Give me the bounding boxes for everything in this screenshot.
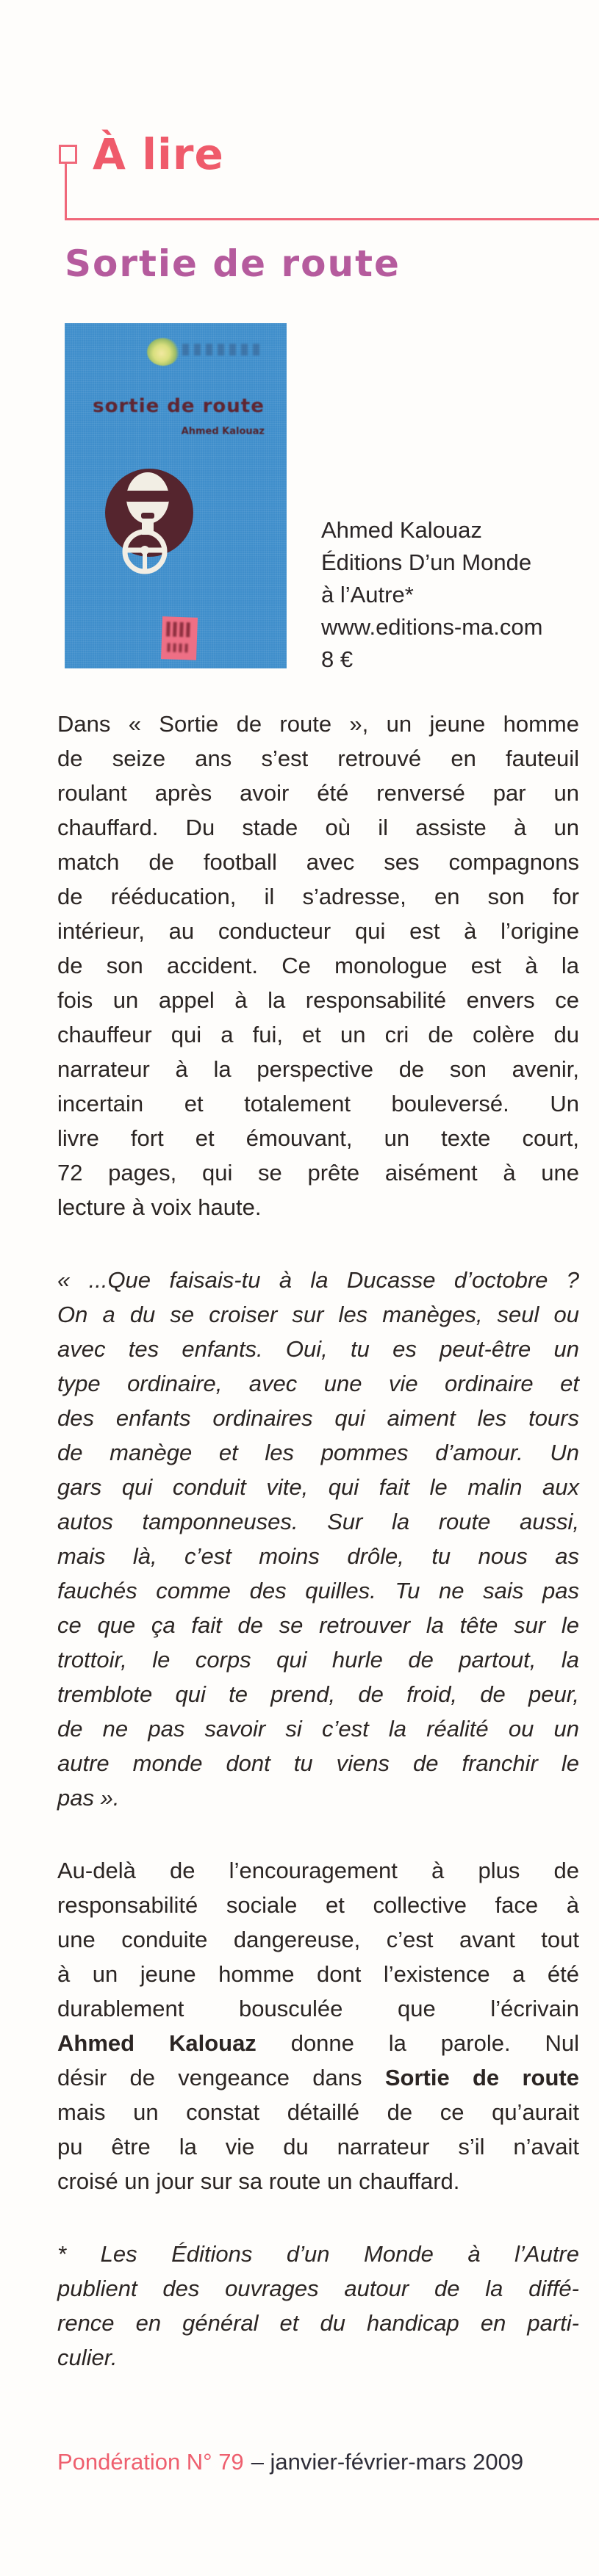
text-line: livre fort et émouvant, un texte court,	[57, 1125, 579, 1151]
text-line: Au-delà de l’encouragement à plus de	[57, 1858, 579, 1883]
text-line: type ordinaire, avec une vie ordinaire et	[57, 1371, 579, 1396]
text-line: * Les Éditions d’un Monde à l’Autre	[57, 2241, 579, 2267]
price-stamp	[161, 616, 198, 660]
text-line: durablement bousculée que l’écrivain	[57, 1996, 579, 2021]
text-line: match de football avec ses compagnons	[57, 849, 579, 875]
text-line: de seize ans s’est retrouvé en fauteuil	[57, 746, 579, 771]
cover-book-author: Ahmed Kalouaz	[181, 426, 265, 437]
text-line: fois un appel à la responsabilité envers ce	[57, 987, 579, 1013]
article-paragraph	[57, 1853, 579, 2198]
page-footer	[57, 2449, 587, 2475]
text-line: « ...Que faisais-tu à la Ducasse d’octobre ?	[57, 1267, 579, 1293]
article-paragraph	[57, 707, 579, 1224]
text-line: autos tamponneuses. Sur la route aussi,	[57, 1509, 579, 1534]
text-line: incertain et totalement bouleversé. Un	[57, 1091, 579, 1116]
text-line: mais là, c’est moins drôle, tu nous as	[57, 1543, 579, 1569]
text-line: tremblote qui te prend, de froid, de peur,	[57, 1681, 579, 1707]
text-line: gars qui conduit vite, qui fait le malin aux	[57, 1474, 579, 1500]
text-line: roulant après avoir été renversé par un	[57, 780, 579, 806]
text-line: culier.	[57, 2345, 118, 2370]
journal-name: Pondération N° 79	[57, 2449, 244, 2475]
text-line: une conduite dangereuse, c’est avant tout	[57, 1927, 579, 1952]
text-line: pas ».	[57, 1785, 120, 1811]
book-publisher-line2: à l’Autre*	[321, 582, 414, 607]
text-line: de ne pas savoir si c’est la réalité ou un	[57, 1716, 579, 1742]
section-marker-square	[59, 145, 77, 164]
text-line: Ahmed Kalouaz donne la parole. Nul	[57, 2030, 579, 2056]
cover-book-title: sortie de route	[93, 395, 265, 417]
text-line: rence en général et du handicap en parti-	[57, 2310, 579, 2336]
text-line: 72 pages, qui se prête aisément à une	[57, 1160, 579, 1186]
text-line: autre monde dont tu viens de franchir le	[57, 1750, 579, 1776]
text-line: chauffeur qui a fui, et un cri de colère du	[57, 1022, 579, 1047]
text-line: avec tes enfants. Oui, tu es peut-être un	[57, 1336, 579, 1362]
book-cover-image	[65, 323, 287, 668]
text-line: chauffard. Du stade où il assiste à un	[57, 815, 579, 840]
text-line: mais un constat détaillé de ce qu’aurait	[57, 2099, 579, 2125]
book-author: Ahmed Kalouaz	[321, 517, 482, 543]
book-website: www.editions-ma.com	[321, 614, 543, 640]
book-price: 8 €	[321, 646, 354, 672]
text-line: ce que ça fait de se retrouver la tête sur le	[57, 1612, 579, 1638]
article-body	[57, 707, 579, 2413]
text-line: Dans « Sortie de route », un jeune homme	[57, 711, 579, 737]
text-line: trottoir, le corps qui hurle de partout, la	[57, 1647, 579, 1673]
section-title: À lire	[93, 129, 224, 179]
text-line: de rééducation, il s’adresse, en son for	[57, 884, 579, 909]
text-line: publient des ouvrages autour de la diffé-	[57, 2276, 579, 2301]
text-line: désir de vengeance dans Sortie de route	[57, 2065, 579, 2090]
footnote-paragraph	[57, 2237, 579, 2375]
section-rule-connector	[65, 163, 67, 219]
article-title: Sortie de route	[65, 242, 401, 285]
text-line: fauchés comme des quilles. Tu ne sais pas	[57, 1578, 579, 1603]
article-paragraph	[57, 1263, 579, 1815]
text-line: des enfants ordinaires qui aiment les tours	[57, 1405, 579, 1431]
text-line: On a du se croiser sur les manèges, seul ou	[57, 1302, 579, 1327]
book-info	[321, 514, 586, 676]
book-publisher-line1: Éditions D’un Monde	[321, 549, 532, 575]
text-line: à un jeune homme dont l’existence a été	[57, 1961, 579, 1987]
text-line: de manège et les pommes d’amour. Un	[57, 1440, 579, 1465]
issue-date: – janvier-février-mars 2009	[251, 2449, 524, 2475]
text-line: intérieur, au conducteur qui est à l’origine	[57, 918, 579, 944]
text-line: responsabilité sociale et collective face à	[57, 1892, 579, 1918]
text-line: lecture à voix haute.	[57, 1194, 262, 1220]
text-line: narrateur à la perspective de son avenir,	[57, 1056, 579, 1082]
text-line: pu être la vie du narrateur s’il n’avait	[57, 2134, 579, 2160]
text-line: croisé un jour sur sa route un chauffard.	[57, 2168, 460, 2194]
section-rule	[65, 218, 599, 220]
text-line: de son accident. Ce monologue est à la	[57, 953, 579, 978]
